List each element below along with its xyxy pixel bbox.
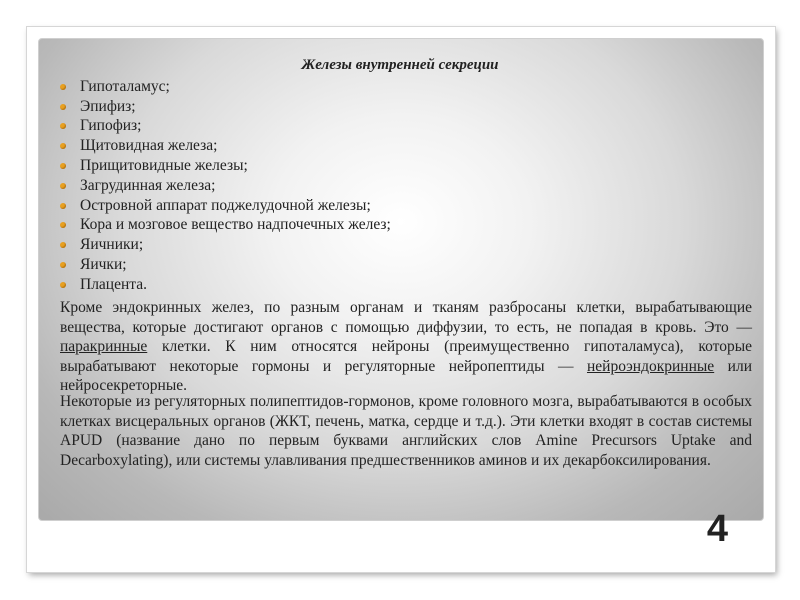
gland-label: Плацента. [80, 275, 147, 293]
list-item [60, 176, 391, 196]
gland-label: Загрудинная железа; [80, 176, 216, 194]
bullet-icon [60, 282, 66, 288]
paragraph-apud: Некоторые из регуляторных полипептидов-гормонов, кроме головного мозга, вырабатываются в особых клетках висцеральных органов (ЖКТ, печень, матка, сердце и т.д.). Эти клетки входят в состав системы APUD (название дано по первым буквами английских слов Amine Precursors Uptake and Decarboxylating), или системы улавливания предшественников аминов и их декарбоксилирования. [60, 393, 752, 469]
list-item [60, 196, 391, 216]
list-item [60, 275, 391, 295]
list-item [60, 77, 391, 97]
bullet-icon [60, 143, 66, 149]
bullet-icon [60, 123, 66, 129]
list-item [60, 255, 391, 275]
gland-label: Эпифиз; [80, 97, 136, 115]
list-item [60, 136, 391, 156]
bullet-icon [60, 84, 66, 90]
page-number: 4 [706, 508, 728, 550]
list-item [60, 156, 391, 176]
bullet-icon [60, 104, 66, 110]
gland-label: Островной аппарат поджелудочной железы; [80, 196, 371, 214]
paragraph-text: клетки. К ним относятся нейроны (преимущественно гипоталамуса), которые вырабатывают некоторые гормоны и регуляторные нейропептиды — [60, 338, 752, 375]
list-item [60, 235, 391, 255]
list-item [60, 117, 391, 137]
gland-list [60, 77, 391, 295]
gland-label: Гипоталамус; [80, 77, 170, 95]
slide-title: Железы внутренней секреции [301, 57, 499, 73]
neuroendocrine-link[interactable]: нейроэндокринные [586, 357, 715, 375]
bullet-icon [60, 242, 66, 248]
bullet-icon [60, 163, 66, 169]
bullet-icon [60, 262, 66, 268]
paracrine-link[interactable]: паракринные [60, 338, 148, 356]
paragraph-text: Кроме эндокринных желез, по разным органам и тканям разбросаны клетки, вырабатывающие вещества, которые достигают органов с помощью диффузии, то есть, не попадая в кровь. Это — [60, 299, 752, 336]
paragraph-text: или нейросекреторные. [60, 357, 752, 395]
bullet-icon [60, 222, 66, 228]
bullet-icon [60, 183, 66, 189]
gland-label: Прищитовидные железы; [80, 157, 248, 175]
gland-label: Яички; [80, 256, 127, 274]
gland-label: Щитовидная железа; [80, 137, 218, 155]
list-item [60, 97, 391, 117]
gland-label: Яичники; [80, 236, 144, 254]
gland-label: Гипофиз; [80, 117, 142, 135]
bullet-icon [60, 203, 66, 209]
list-item [60, 216, 391, 236]
paragraph-paracrine [60, 298, 752, 396]
gland-label: Кора и мозговое вещество надпочечных желез; [80, 216, 391, 234]
